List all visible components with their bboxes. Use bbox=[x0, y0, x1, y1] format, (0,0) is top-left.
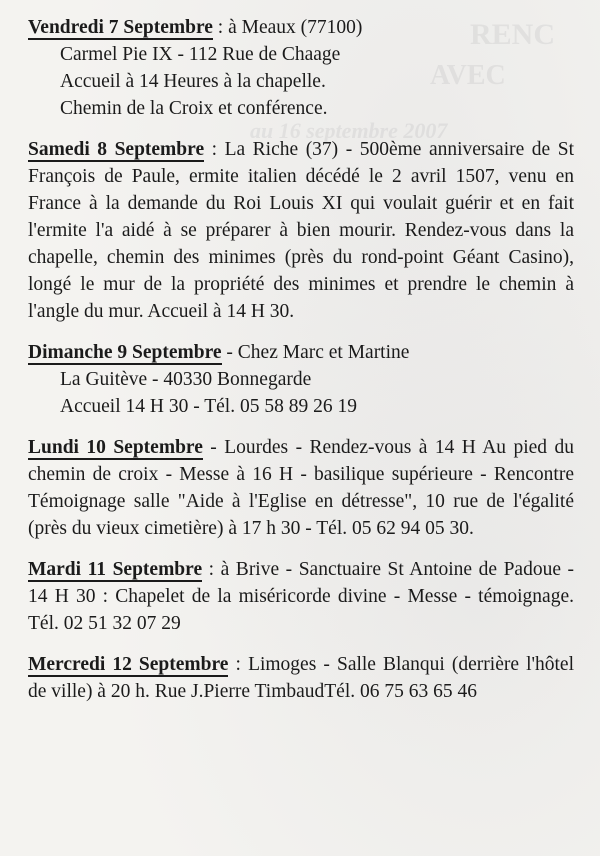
entry-line: La Guitève - 40330 Bonnegarde bbox=[60, 369, 312, 390]
entry-location: : à Meaux (77100) bbox=[212, 17, 363, 38]
entry-vendredi bbox=[28, 14, 574, 41]
bleed-through-date: au 16 septembre 2007 bbox=[250, 118, 448, 143]
entry-location: - Chez Marc et Martine bbox=[221, 342, 410, 363]
entry-line: Accueil 14 H 30 - Tél. 05 58 89 26 19 bbox=[60, 396, 357, 417]
entry-day-label: Mercredi 12 Septembre bbox=[28, 654, 229, 675]
entry-line: Carmel Pie IX - 112 Rue de Chaage bbox=[60, 44, 341, 65]
bleed-through-heading: RENC bbox=[470, 18, 556, 51]
entry-day-label: Mardi 11 Septembre bbox=[28, 559, 203, 580]
entry-body: : à Brive - Sanctuaire St Antoine de Padoue - 14 H 30 : Chapelet de la miséricorde divine - Messe - témoignage. Tél. 02 51 32 07 29 bbox=[28, 559, 574, 634]
entry-day-label: Samedi 8 Septembre bbox=[28, 139, 205, 160]
entry-day-label: Lundi 10 Septembre bbox=[28, 437, 203, 458]
entry-body: : Limoges - Salle Blanqui (derrière l'hôtel de ville) à 20 h. Rue J.Pierre TimbaudTél. 06 75 63 65 46 bbox=[28, 654, 575, 702]
entry-line: Chemin de la Croix et conférence. bbox=[60, 98, 328, 119]
entry-dimanche bbox=[28, 339, 574, 366]
entry-lundi bbox=[28, 434, 574, 542]
entry-line: Accueil à 14 Heures à la chapelle. bbox=[60, 71, 326, 92]
entry-mercredi bbox=[28, 651, 574, 705]
entry-samedi bbox=[28, 136, 574, 325]
entry-body: - Lourdes - Rendez-vous à 14 H Au pied du chemin de croix - Messe à 16 H - basilique supérieure - Rencontre Témoignage salle "Aide à l'Eglise en détresse", 10 rue de l'égalité (près du vieux cimetière) à 17 h 30 - Tél. 05 62 94 05 30. bbox=[28, 437, 574, 539]
entry-mardi bbox=[28, 556, 574, 637]
bleed-through-heading-2: AVEC bbox=[430, 60, 506, 91]
entry-day-label: Vendredi 7 Septembre bbox=[28, 17, 213, 38]
entry-body: : La Riche (37) - 500ème anniversaire de St François de Paule, ermite italien décédé le 2 avril 1507, venu en France à la demande du Roi Louis XI qui voulait guérir et en fait l'ermite l'a aidé à se préparer à bien mourir. Rendez-vous dans la chapelle, chemin des minimes (près du rond-point Géant Casino), longé le mur de la propriété des minimes et prendre le chemin à l'angle du mur. Accueil à 14 H 30. bbox=[28, 139, 574, 322]
entry-day-label: Dimanche 9 Septembre bbox=[28, 342, 222, 363]
